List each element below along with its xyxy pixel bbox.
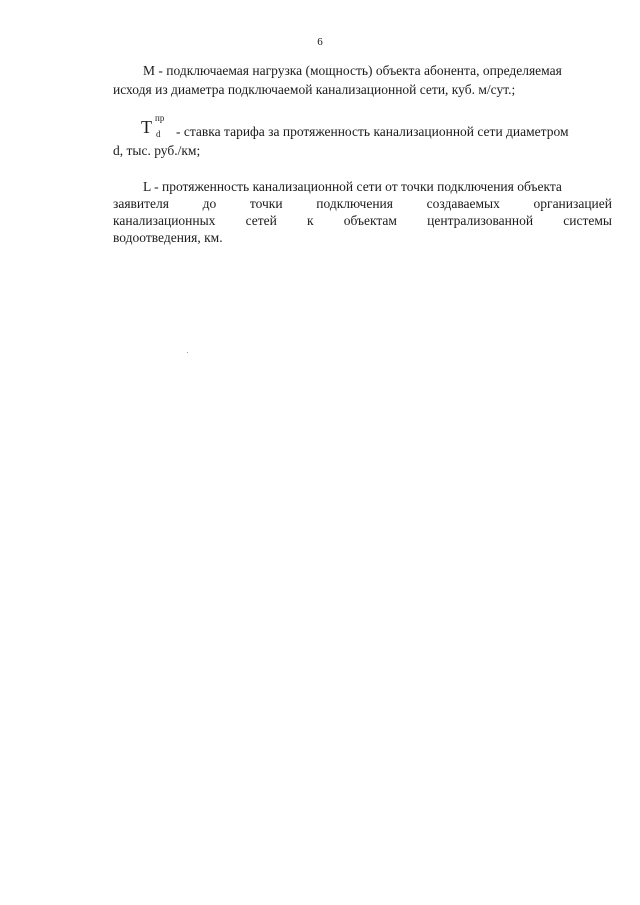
definition-l-line-4: водоотведения, км.: [113, 230, 223, 245]
word: к: [307, 213, 314, 228]
tariff-symbol-superscript: пр: [155, 113, 165, 123]
word: создаваемых: [426, 196, 500, 211]
word: точки: [249, 196, 283, 211]
word: централизованной: [427, 213, 534, 228]
definition-l-line-2: [113, 196, 612, 212]
word: сетей: [245, 213, 277, 228]
word: заявителя: [113, 196, 169, 211]
tariff-symbol-subscript: d: [156, 129, 161, 139]
word: организацией: [533, 196, 612, 211]
definition-t-line-1: - ставка тарифа за протяженность канализационной сети диаметром: [176, 124, 569, 139]
word: подключения: [316, 196, 393, 211]
definition-l-line-1: L - протяженность канализационной сети от точки подключения объекта: [143, 179, 562, 194]
word: объектам: [343, 213, 397, 228]
page-number: 6: [317, 36, 323, 48]
scan-speck: [187, 352, 188, 353]
tariff-symbol: Т: [141, 117, 152, 137]
definition-l-line-3: [113, 213, 612, 229]
definition-m-line-1: М - подключаемая нагрузка (мощность) объекта абонента, определяемая: [143, 63, 562, 78]
word: канализационных: [113, 213, 216, 228]
word: до: [202, 196, 217, 211]
definition-m-line-2: исходя из диаметра подключаемой канализационной сети, куб. м/сут.;: [113, 82, 516, 97]
word: системы: [563, 213, 612, 228]
definition-t-line-2: d, тыс. руб./км;: [113, 143, 201, 158]
